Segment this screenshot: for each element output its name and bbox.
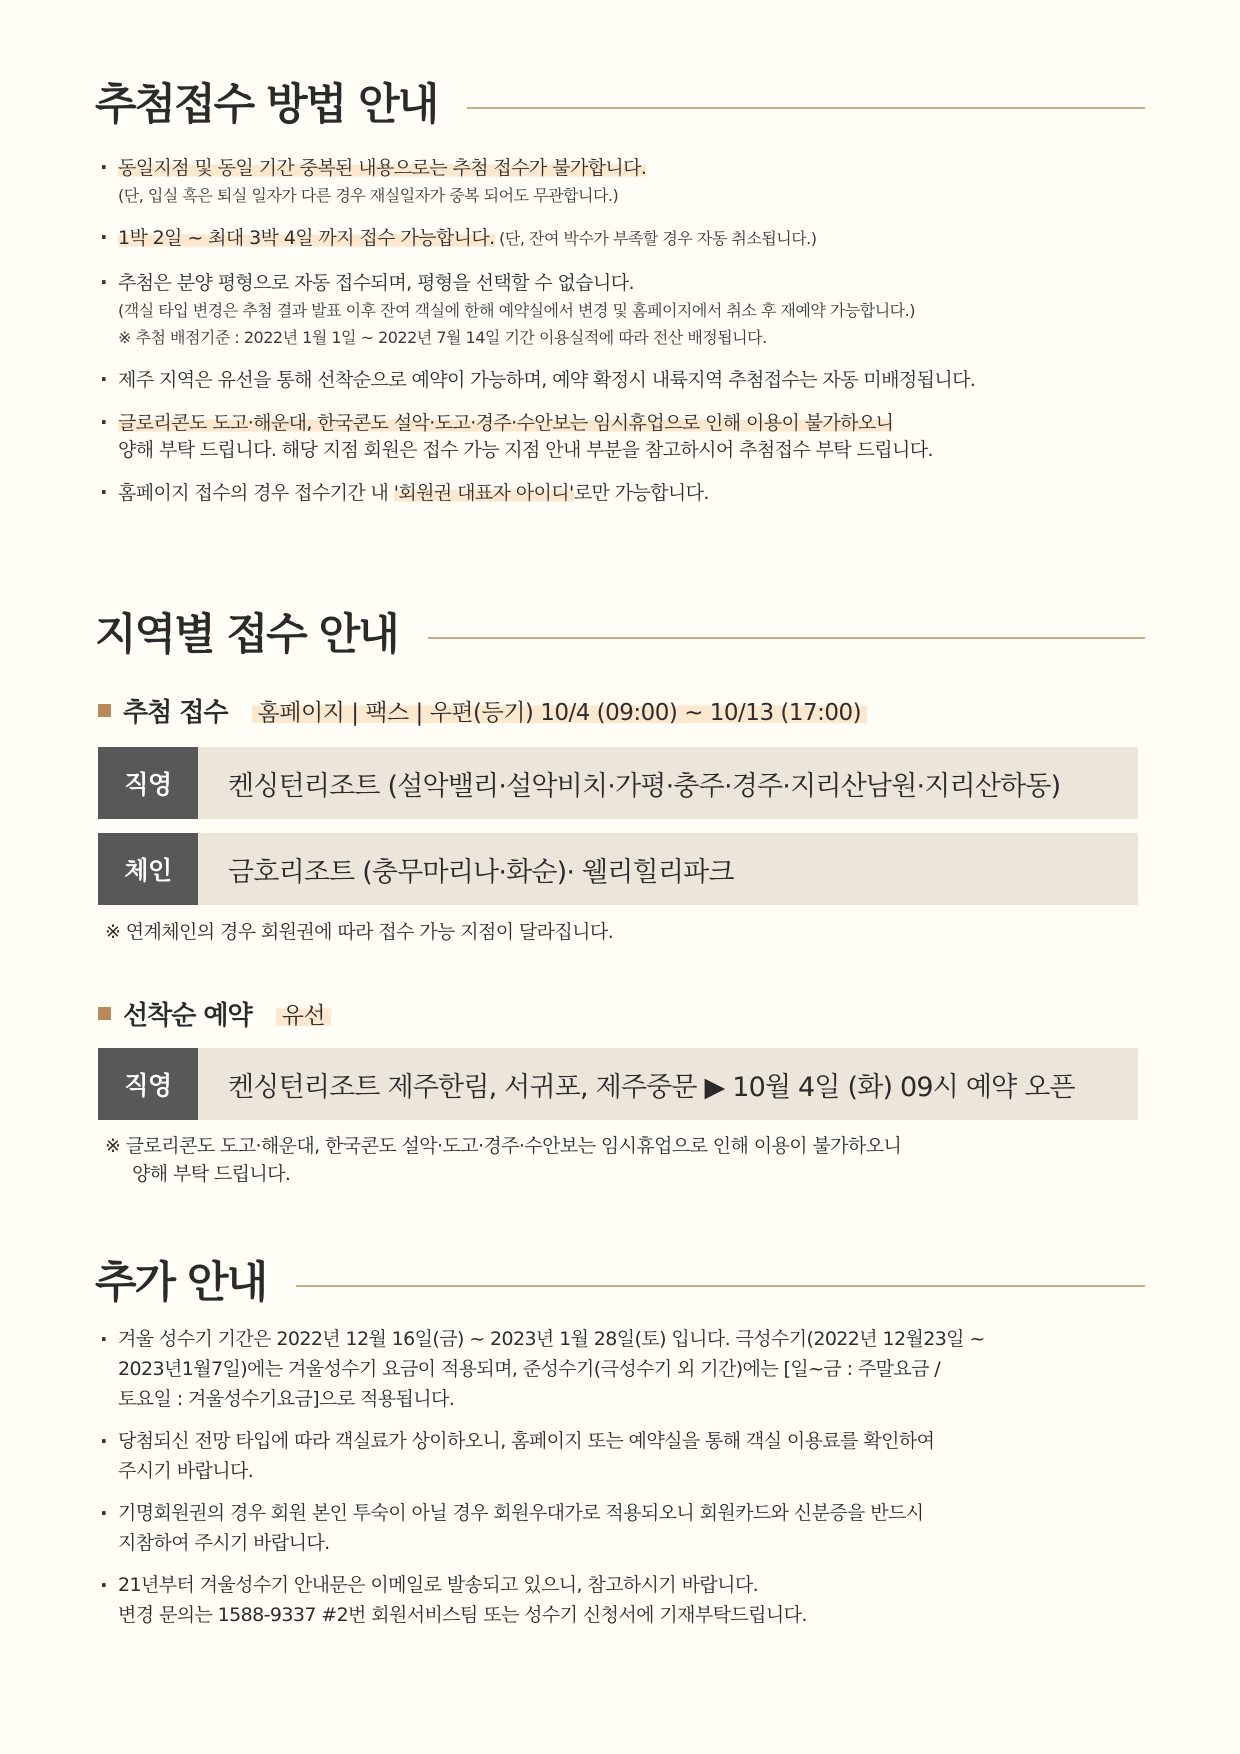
list-item: [98, 155, 1138, 209]
item-highlight: '회원권 대표자 아이디': [393, 482, 574, 504]
item-post: 로만 가능합니다.: [573, 482, 709, 504]
list-item: [98, 1324, 1138, 1414]
list-item: [98, 367, 1138, 394]
item-line: · 당첨되신 전망 타입에 따라 객실료가 상이하오니, 홈페이지 또는 예약실을 통해 객실 이용료를 확인하여: [118, 1430, 935, 1452]
lottery-detail: 홈페이지 | 팩스 | 우편(등기) 10/4 (09:00) ~ 10/13 (17:00): [252, 694, 868, 727]
lottery-row-chain: [98, 833, 1138, 905]
row-value: 금호리조트 (충무마리나·화순)· 웰리힐리파크: [198, 833, 1138, 905]
section2-title: 지역별 접수 안내: [95, 610, 398, 660]
item-sub: (단, 입실 혹은 퇴실 일자가 다른 경우 재실일자가 중복 되어도 무관합니다.): [118, 186, 619, 205]
section2-header: [95, 610, 1145, 660]
row-tag: 체인: [98, 833, 198, 905]
lottery-label: 추첨 접수: [123, 698, 228, 728]
lottery-row-direct: [98, 747, 1138, 819]
section1-rule: [467, 107, 1145, 109]
item-line: · 겨울 성수기 기간은 2022년 12월 16일(금) ~ 2023년 1월 28일(토) 입니다. 극성수기(2022년 12월23일 ~: [118, 1328, 985, 1350]
item-pre: 홈페이지 접수의 경우 접수기간 내: [118, 482, 394, 504]
item-main: 1박 2일 ~ 최대 3박 4일 까지 접수 가능합니다.: [118, 227, 495, 249]
lottery-note: ※ 연계체인의 경우 회원권에 따라 접수 가능 지점이 달라집니다.: [105, 921, 614, 943]
section1-list: [98, 155, 1138, 507]
list-item: [98, 1498, 1138, 1558]
firstcome-note-line2: 양해 부탁 드립니다.: [132, 1163, 291, 1185]
section1-header: [95, 80, 1145, 130]
firstcome-row-direct: [98, 1048, 1138, 1120]
row-value: 켄싱턴리조트 (설악밸리·설악비치·가평·충주·경주·지리산남원·지리산하동): [198, 747, 1138, 819]
row-tag: 직영: [98, 747, 198, 819]
list-item: [98, 480, 1138, 507]
item-line: 토요일 : 겨울성수기요금]으로 적용됩니다.: [118, 1388, 455, 1410]
firstcome-subhead: [98, 995, 331, 1032]
section2-rule: [428, 637, 1145, 639]
item-line: 변경 문의는 1588-9337 #2번 회원서비스팀 또는 성수기 신청서에 기재부탁드립니다.: [118, 1604, 807, 1626]
list-item: [98, 1570, 1138, 1630]
section3-title: 추가 안내: [95, 1258, 267, 1308]
list-item: [98, 270, 1138, 351]
section3-header: [95, 1258, 1145, 1308]
list-item: [98, 225, 1138, 252]
firstcome-note: [105, 1132, 901, 1188]
item-main: 추첨은 분양 평형으로 자동 접수되며, 평형을 선택할 수 없습니다.: [118, 272, 635, 294]
list-item: [98, 1426, 1138, 1486]
item-main: 글로리콘도 도고·해운대, 한국콘도 설악·도고·경주·수안보는 임시휴업으로 인해 이용이 불가하오니: [118, 412, 894, 434]
section1-title: 추첨접수 방법 안내: [95, 80, 438, 130]
row-tag: 직영: [98, 1048, 198, 1120]
item-line: · 기명회원권의 경우 회원 본인 투숙이 아닐 경우 회원우대가로 적용되오니 회원카드와 신분증을 반드시: [118, 1502, 924, 1524]
section3-rule: [296, 1285, 1145, 1287]
item-extra: (단, 잔여 박수가 부족할 경우 자동 취소됩니다.): [494, 229, 817, 248]
item-line: 지참하여 주시기 바랍니다.: [118, 1532, 330, 1554]
lottery-subhead: [98, 692, 867, 729]
square-bullet-icon: [98, 704, 111, 717]
item-main-cont: 양해 부탁 드립니다. 해당 지점 회원은 접수 가능 지점 안내 부분을 참고하시어 추첨접수 부탁 드립니다.: [118, 439, 933, 461]
item-main: 제주 지역은 유선을 통해 선착순으로 예약이 가능하며, 예약 확정시 내륙지역 추첨접수는 자동 미배정됩니다.: [118, 369, 976, 391]
item-line: · 21년부터 겨울성수기 안내문은 이메일로 발송되고 있으니, 참고하시기 바랍니다.: [118, 1574, 759, 1596]
firstcome-note-line1: ※ 글로리콘도 도고·해운대, 한국콘도 설악·도고·경주·수안보는 임시휴업으로 인해 이용이 불가하오니: [105, 1135, 902, 1157]
square-bullet-icon: [98, 1007, 111, 1020]
item-sub: ※ 추첨 배점기준 : 2022년 1월 1일 ~ 2022년 7월 14일 기간 이용실적에 따라 전산 배정됩니다.: [118, 328, 767, 347]
firstcome-label: 선착순 예약: [123, 1001, 252, 1031]
list-item: [98, 410, 1138, 464]
item-line: 주시기 바랍니다.: [118, 1460, 254, 1482]
item-line: 2023년1월7일)에는 겨울성수기 요금이 적용되며, 준성수기(극성수기 외 기간)에는 [일~금 : 주말요금 /: [118, 1358, 941, 1380]
item-sub: (객실 타입 변경은 추첨 결과 발표 이후 잔여 객실에 한해 예약실에서 변경 및 홈페이지에서 취소 후 재예약 가능합니다.): [118, 301, 915, 320]
item-main: 동일지점 및 동일 기간 중복된 내용으로는 추첨 접수가 불가합니다.: [118, 157, 647, 179]
firstcome-detail: 유선: [276, 997, 331, 1030]
row-value: 켄싱턴리조트 제주한림, 서귀포, 제주중문 ▶ 10월 4일 (화) 09시 예약 오픈: [198, 1048, 1138, 1120]
section3-list: [98, 1324, 1138, 1630]
